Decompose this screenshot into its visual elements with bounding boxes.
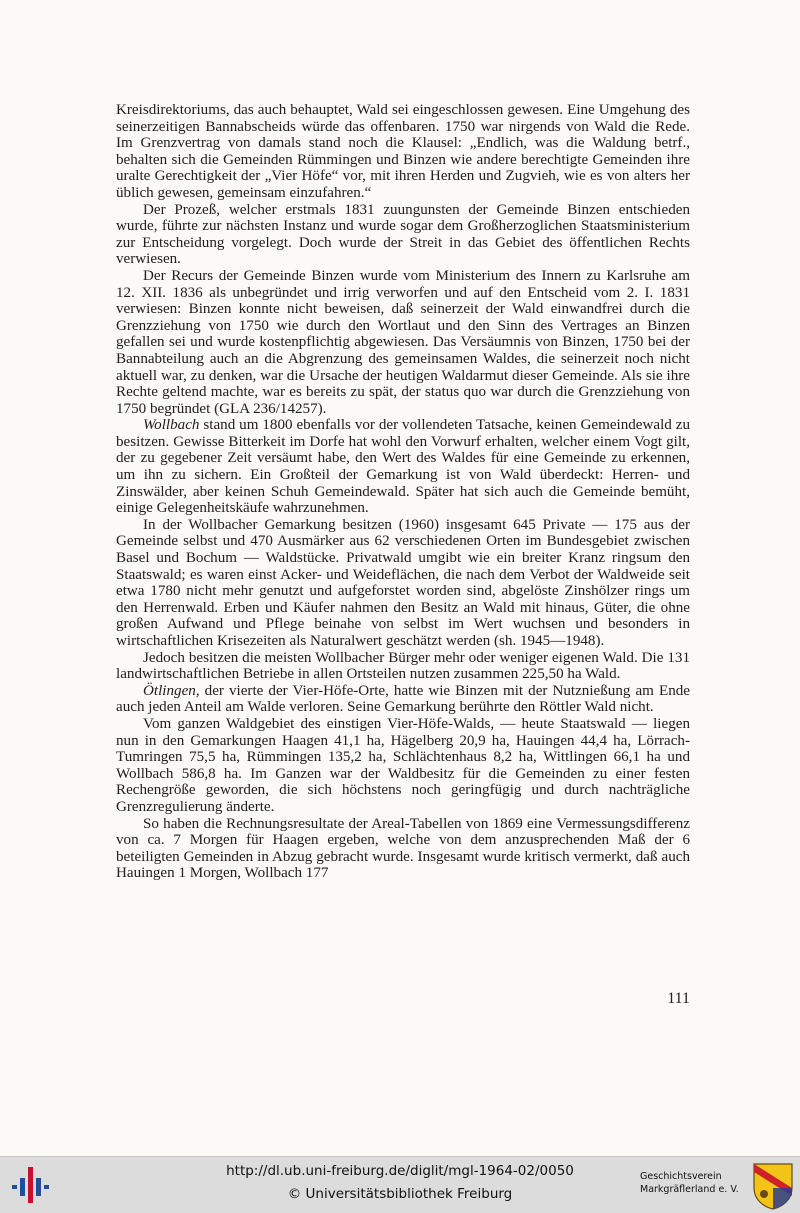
paragraph-9: So haben die Rechnungsresultate der Areal-Tabellen von 1869 eine Vermessungsdifferenz von ca. 7 Morgen für Haagen ergeben, welche von dem anzusprechenden Maß der 6 beteiligten Gemeinden in Abzug gebracht wurde. Insgesamt wurde kritisch vermerkt, daß auch Hauingen 1 Morgen, Wollbach 177: [116, 815, 690, 882]
logo-bar-2: [20, 1178, 25, 1196]
paragraph-7-text: der vierte der Vier-Höfe-Orte, hatte wie Binzen mit der Nutznießung am Ende auch jeden Anteil am Walde verloren. Seine Gemarkung berührte den Röttler Wald nicht.: [116, 682, 690, 716]
crest-quarter: [773, 1188, 792, 1209]
coat-of-arms-icon[interactable]: [752, 1162, 794, 1210]
page-number: 111: [667, 990, 690, 1007]
ub-freiburg-logo-icon[interactable]: [10, 1165, 50, 1205]
place-name-oetlingen: Ötlingen,: [143, 682, 200, 699]
paragraph-3: Der Recurs der Gemeinde Binzen wurde vom Ministerium des Innern zu Karlsruhe am 12. XII. 1836 als unbegründet und irrig verworfen und auf den Entscheid vom 2. I. 1831 verwiesen: Binzen konnte nicht beweisen, daß seinerzeit der Wald einwandfrei durch die Grenzziehung von 1750 wie durch den Wortlaut und den Sinn des Vertrages an Binzen gefallen sei und wurde kostenpflichtig abgewiesen. Das Versäumnis von Binzen, 1750 bei der Bannabteilung auch an die Abgrenzung des gemeinsamen Waldes, die seinerzeit noch nicht aktuell war, zu denken, war die Ursache der heutigen Waldarmut dieser Gemeinde. Als sie ihre Rechte geltend machte, war es bereits zu spät, der status quo war durch die Grenzziehung von 1750 begründet (GLA 236/14257).: [116, 267, 690, 417]
body-text: [116, 102, 690, 882]
paragraph-8: Vom ganzen Waldgebiet des einstigen Vier-Höfe-Walds, — heute Staatswald — liegen nun in den Gemarkungen Haagen 41,1 ha, Hägelberg 20,9 ha, Hauingen 44,4 ha, Lörrach-Tumringen 75,5 ha, Rümmingen 135,2 ha, Schlächtenhaus 8,2 ha, Wittlingen 66,1 ha und Wollbach 586,8 ha. Im Ganzen war der Waldbesitz für die Gemeinden zu einer festen Rechengröße geworden, die sich höchstens noch geringfügig und durch nachträgliche Grenzregulierung änderte.: [116, 715, 690, 815]
crest-emblem: [760, 1190, 768, 1198]
footer-copyright: © Universitätsbibliothek Freiburg: [287, 1186, 513, 1202]
paragraph-6: Jedoch besitzen die meisten Wollbacher Bürger mehr oder weniger eigenen Wald. Die 131 landwirtschaftlichen Betriebe in allen Ortsteilen nutzen zusammen 225,50 ha Wald.: [116, 649, 690, 683]
paragraph-1: Kreisdirektoriums, das auch behauptet, Wald sei eingeschlossen gewesen. Eine Umgehung des seinerzeitigen Bannabscheids würde das offenbaren. 1750 war nirgends von Wald die Rede. Im Grenzvertrag von damals stand noch die Klausel: „Endlich, was die Waldung betrf., behalten sich die Gemeinden Rümmingen und Binzen wie andere berechtigte Gemeinden ihre uralte Gerechtigkeit der „Vier Höfe“ vor, mit ihren Herden und Zugvieh, wie es von alters her üblich gewesen, gemeinsam einzufahren.“: [116, 102, 690, 201]
paragraph-7: [116, 683, 690, 716]
footer-url-link[interactable]: http://dl.ub.uni-freiburg.de/diglit/mgl-1964-02/0050: [226, 1163, 574, 1179]
paragraph-2: Der Prozeß, welcher erstmals 1831 zuungunsten der Gemeinde Binzen entschieden wurde, führte zur nächsten Instanz und wurde sogar dem Großherzoglichen Staatsministerium zur Entscheidung vorgelegt. Doch wurde der Streit in das Gebiet des öffentlichen Rechts verwiesen.: [116, 201, 690, 268]
footer-bar: [0, 1156, 800, 1213]
logo-bar-1: [12, 1185, 17, 1189]
paragraph-4: [116, 417, 690, 517]
org-name-line-2: Markgräflerland e. V.: [640, 1184, 739, 1195]
place-name-wollbach: Wollbach: [143, 417, 200, 434]
org-name-line-1: Geschichtsverein: [640, 1171, 722, 1182]
logo-bar-4: [36, 1178, 41, 1196]
logo-bar-3: [28, 1167, 33, 1203]
logo-bar-5: [44, 1185, 49, 1189]
footer-organization: [640, 1170, 758, 1196]
paragraph-4-text: stand um 1800 ebenfalls vor der vollendeten Tatsache, keinen Gemeindewald zu besitzen. Gewisse Bitterkeit im Dorfe hat wohl den Vorwurf erhalten, welcher einem Vogt gilt, der zu gegebener Zeit versäumt habe, den Wert des Waldes für eine Gemeinde zu erkennen, um ihn zu sichern. Ein Großteil der Gemarkung ist von Wald überdeckt: Herren- und Zinswälder, aber keinen Schuh Gemeindewald. Später hat sich auch die Gemeinde bemüht, einige Gelegenheitskäufe wahrzunehmen.: [116, 417, 691, 517]
paragraph-5: In der Wollbacher Gemarkung besitzen (1960) insgesamt 645 Private — 175 aus der Gemeinde selbst und 470 Ausmärker aus 62 verschiedenen Orten im Bundesgebiet zwischen Basel und Bochum — Waldstücke. Privatwald umgibt wie ein breiter Kranz ringsum den Staatswald; es waren einst Acker- und Weideflächen, die nach dem Verbot der Waldweide seit etwa 1780 nicht mehr genutzt und aufgeforstet worden sind, abgelöste Zinshölzer rings um den Herrenwald. Erben und Käufer nahmen den Besitz an Wald mit hinaus, Güter, die ohne großen Aufwand und Pflege beinahe von selbst im Wert wuchsen und besonders in wirtschaftlichen Krisezeiten als Naturalwert geschätzt werden (sh. 1945—1948).: [116, 516, 690, 649]
